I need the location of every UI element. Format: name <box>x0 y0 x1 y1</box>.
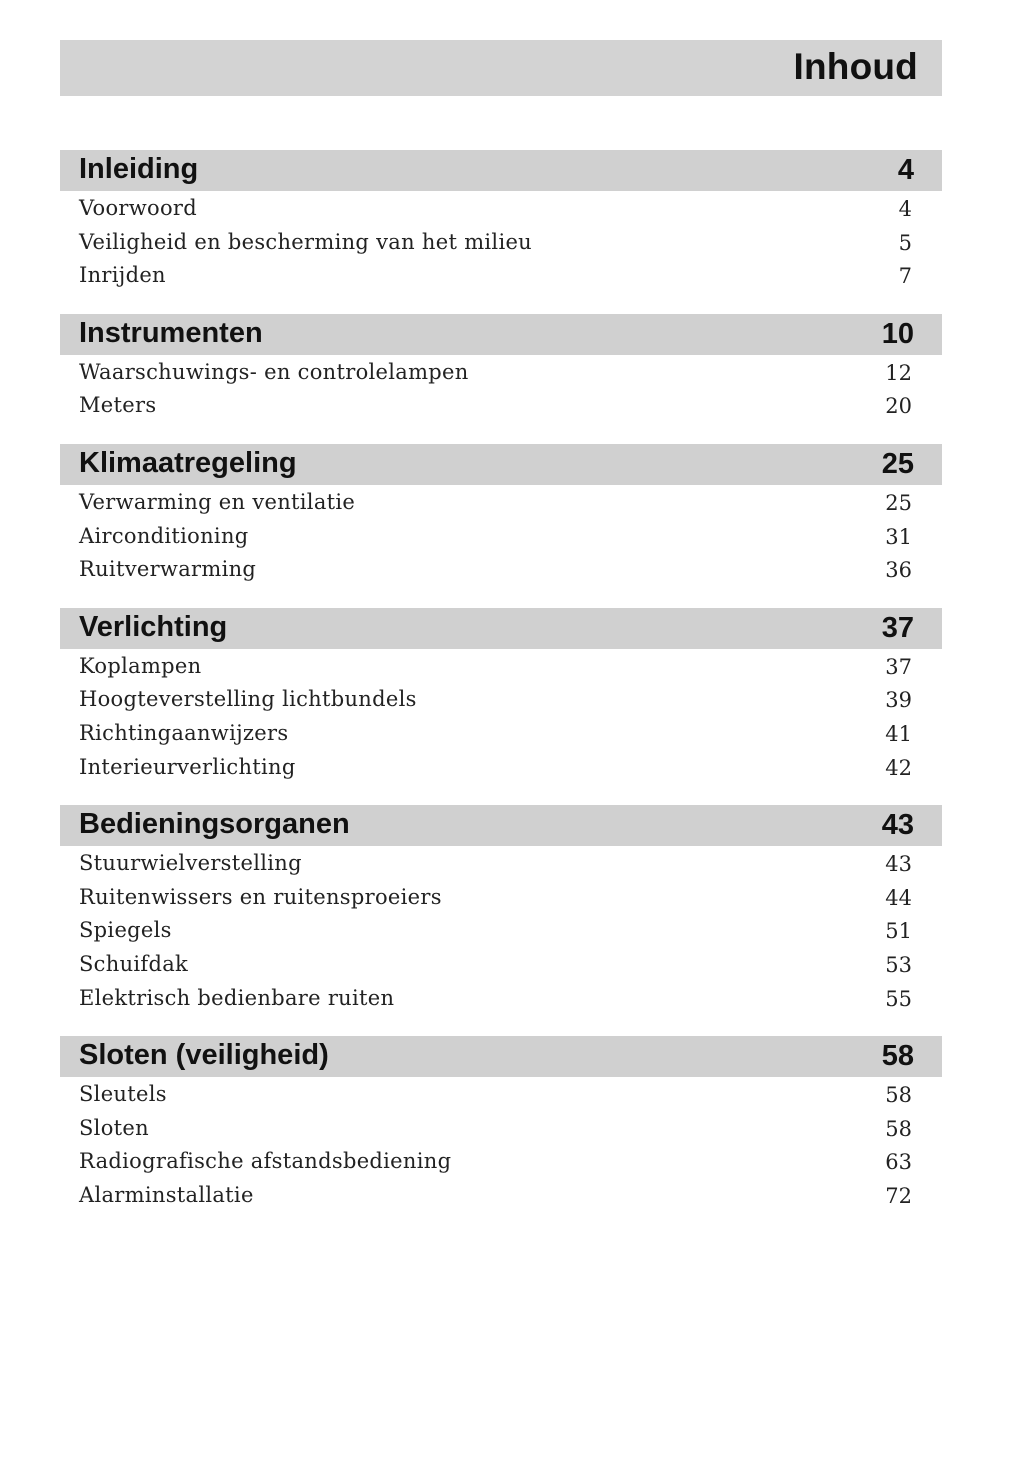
toc-entry[interactable] <box>60 754 942 788</box>
section-header[interactable] <box>60 314 942 355</box>
section-header[interactable] <box>60 608 942 649</box>
entry-page-number: 58 <box>885 1083 912 1108</box>
toc-section <box>60 314 942 426</box>
toc-entry[interactable] <box>60 392 942 426</box>
entry-page-number: 37 <box>885 654 912 679</box>
section-title: Verlichting <box>79 610 228 643</box>
page-title: Inhoud <box>793 46 918 87</box>
entry-page-number: 58 <box>885 1116 912 1141</box>
toc-entry[interactable] <box>60 1182 942 1216</box>
toc-entry[interactable] <box>60 850 942 884</box>
entry-page-number: 25 <box>885 490 912 515</box>
entry-page-number: 4 <box>898 197 912 221</box>
section-title: Instrumenten <box>79 316 263 349</box>
entry-title: Airconditioning <box>79 523 249 548</box>
entry-title: Radiografische afstandsbediening <box>79 1149 452 1174</box>
entry-page-number: 20 <box>885 394 912 419</box>
entry-page-number: 31 <box>885 524 912 549</box>
entry-page-number: 44 <box>885 885 912 910</box>
toc-entry[interactable] <box>60 556 942 590</box>
toc-entry[interactable] <box>60 489 942 523</box>
entry-title: Hoogteverstelling lichtbundels <box>79 687 417 712</box>
section-page-number: 4 <box>897 154 914 186</box>
entry-page-number: 5 <box>898 230 912 255</box>
section-page-number: 58 <box>881 1040 914 1073</box>
toc-entry[interactable] <box>60 1148 942 1182</box>
toc-entry[interactable] <box>60 195 942 229</box>
entry-title: Verwarming en ventilatie <box>79 489 356 514</box>
toc-entry[interactable] <box>60 917 942 951</box>
entry-page-number: 12 <box>885 360 912 385</box>
section-title: Inleiding <box>79 153 199 185</box>
entry-page-number: 42 <box>885 755 912 780</box>
entry-page-number: 53 <box>885 952 912 977</box>
entry-page-number: 43 <box>885 852 912 877</box>
toc-section <box>60 444 942 590</box>
entry-title: Interieurverlichting <box>79 754 296 779</box>
toc-entry[interactable] <box>60 686 942 720</box>
entry-title: Richtingaanwijzers <box>79 720 289 745</box>
entry-title: Schuifdak <box>79 951 189 976</box>
toc-entry[interactable] <box>60 262 942 296</box>
toc-entry[interactable] <box>60 653 942 687</box>
toc-entry[interactable] <box>60 985 942 1019</box>
entry-page-number: 36 <box>885 558 912 583</box>
entry-title: Stuurwielverstelling <box>79 851 302 876</box>
table-of-contents <box>60 150 942 1233</box>
entry-page-number: 72 <box>885 1183 912 1208</box>
entry-title: Spiegels <box>79 918 172 943</box>
section-header[interactable] <box>60 1036 942 1077</box>
entry-title: Waarschuwings- en controlelampen <box>79 359 469 384</box>
entry-page-number: 51 <box>885 919 912 944</box>
section-header[interactable] <box>60 805 942 846</box>
toc-entry[interactable] <box>60 884 942 918</box>
section-title: Klimaatregeling <box>79 446 297 479</box>
entry-title: Sloten <box>79 1115 149 1140</box>
toc-section <box>60 150 942 296</box>
entry-title: Elektrisch bedienbare ruiten <box>79 985 395 1010</box>
entry-title: Koplampen <box>79 653 202 678</box>
entry-page-number: 63 <box>885 1150 912 1175</box>
page-header <box>60 40 942 96</box>
section-page-number: 43 <box>881 809 914 842</box>
entry-page-number: 7 <box>898 264 912 289</box>
entry-title: Ruitverwarming <box>79 557 257 582</box>
section-page-number: 37 <box>881 611 914 644</box>
entry-page-number: 55 <box>885 986 912 1011</box>
toc-section <box>60 1036 942 1215</box>
section-page-number: 10 <box>881 317 914 350</box>
entry-title: Alarminstallatie <box>79 1182 254 1207</box>
section-title: Bedieningsorganen <box>79 808 350 841</box>
section-header[interactable] <box>60 150 942 191</box>
toc-entry[interactable] <box>60 1081 942 1115</box>
entry-title: Meters <box>79 393 157 418</box>
toc-entry[interactable] <box>60 720 942 754</box>
toc-entry[interactable] <box>60 359 942 393</box>
entry-title: Inrijden <box>79 263 166 288</box>
entry-page-number: 39 <box>885 688 912 713</box>
section-title: Sloten (veiligheid) <box>79 1039 329 1072</box>
toc-entry[interactable] <box>60 1115 942 1149</box>
entry-title: Ruitenwissers en ruitensproeiers <box>79 884 442 909</box>
entry-title: Voorwoord <box>79 196 198 220</box>
toc-entry[interactable] <box>60 951 942 985</box>
toc-section <box>60 805 942 1018</box>
section-header[interactable] <box>60 444 942 485</box>
section-page-number: 25 <box>881 447 914 480</box>
entry-title: Veiligheid en bescherming van het milieu <box>79 229 533 254</box>
toc-section <box>60 608 942 787</box>
entry-title: Sleutels <box>79 1082 167 1107</box>
toc-entry[interactable] <box>60 523 942 557</box>
entry-page-number: 41 <box>885 721 912 746</box>
toc-entry[interactable] <box>60 229 942 263</box>
